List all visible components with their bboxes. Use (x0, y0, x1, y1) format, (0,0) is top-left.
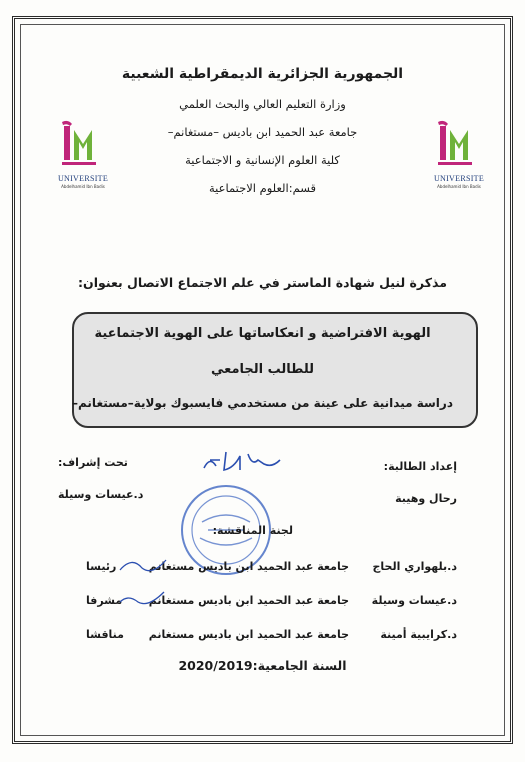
committee-member-institution: جامعة عبد الحميد ابن باديس مستغانم (148, 594, 349, 607)
supervisor-name: د.عيسات وسيلة (58, 488, 144, 501)
faculty-line: كلية العلوم الإنسانية و الاجتماعية (185, 153, 340, 167)
student-name: رحال وهيبة (395, 492, 457, 505)
logo-subtitle: Abdelhamid Ibn Badis (437, 184, 481, 189)
committee-label: لجنة المناقشة: (212, 524, 293, 537)
committee-member-role: مشرفا (86, 594, 123, 607)
student-label: إعداد الطالبة: (383, 460, 457, 473)
university-emblem-icon (50, 118, 116, 174)
committee-member-institution: جامعة عبد الحميد ابن باديس مستغانم (148, 628, 349, 641)
committee-member-role: رئيسا (86, 560, 117, 573)
ministry-line: وزارة التعليم العالي والبحث العلمي (179, 97, 346, 111)
committee-member-role: مناقشا (86, 628, 124, 641)
logo-wordmark: UNIVERSITE (57, 174, 109, 183)
university-emblem-icon (426, 118, 492, 174)
committee-member-name: د.عيسات وسيلة (371, 594, 457, 607)
republic-heading: الجمهورية الجزائرية الديمقراطية الشعبية (121, 66, 404, 82)
committee-member-name: د.بلهواري الحاج (372, 560, 457, 573)
university-logo-left (50, 118, 116, 198)
university-logo-right (426, 118, 492, 198)
university-line: جامعة عبد الحميد ابن باديس –مستغانم– (167, 125, 358, 139)
logo-wordmark: UNIVERSITE (433, 174, 485, 183)
academic-year: السنة الجامعية:2020/2019 (178, 658, 347, 673)
committee-member-institution: جامعة عبد الحميد ابن باديس مستغانم (148, 560, 349, 573)
memo-heading: مذكرة لنيل شهادة الماستر في علم الاجتماع الاتصال بعنوان: (78, 275, 447, 290)
department-line: قسم:العلوم الاجتماعية (208, 181, 317, 195)
thesis-title-line-2: للطالب الجامعي (210, 362, 315, 377)
thesis-subtitle: دراسة ميدانية على عينة من مستخدمي فايسبوك بولاية–مستغانم– (72, 396, 453, 410)
thesis-title-line-1: الهوية الافتراضية و انعكاساتها على الهوية الاجتماعية (94, 326, 431, 341)
committee-member-name: د.كرايبية أمينة (380, 628, 457, 641)
logo-subtitle: Abdelhamid Ibn Badis (61, 184, 105, 189)
supervisor-label: تحت إشراف: (58, 456, 128, 469)
